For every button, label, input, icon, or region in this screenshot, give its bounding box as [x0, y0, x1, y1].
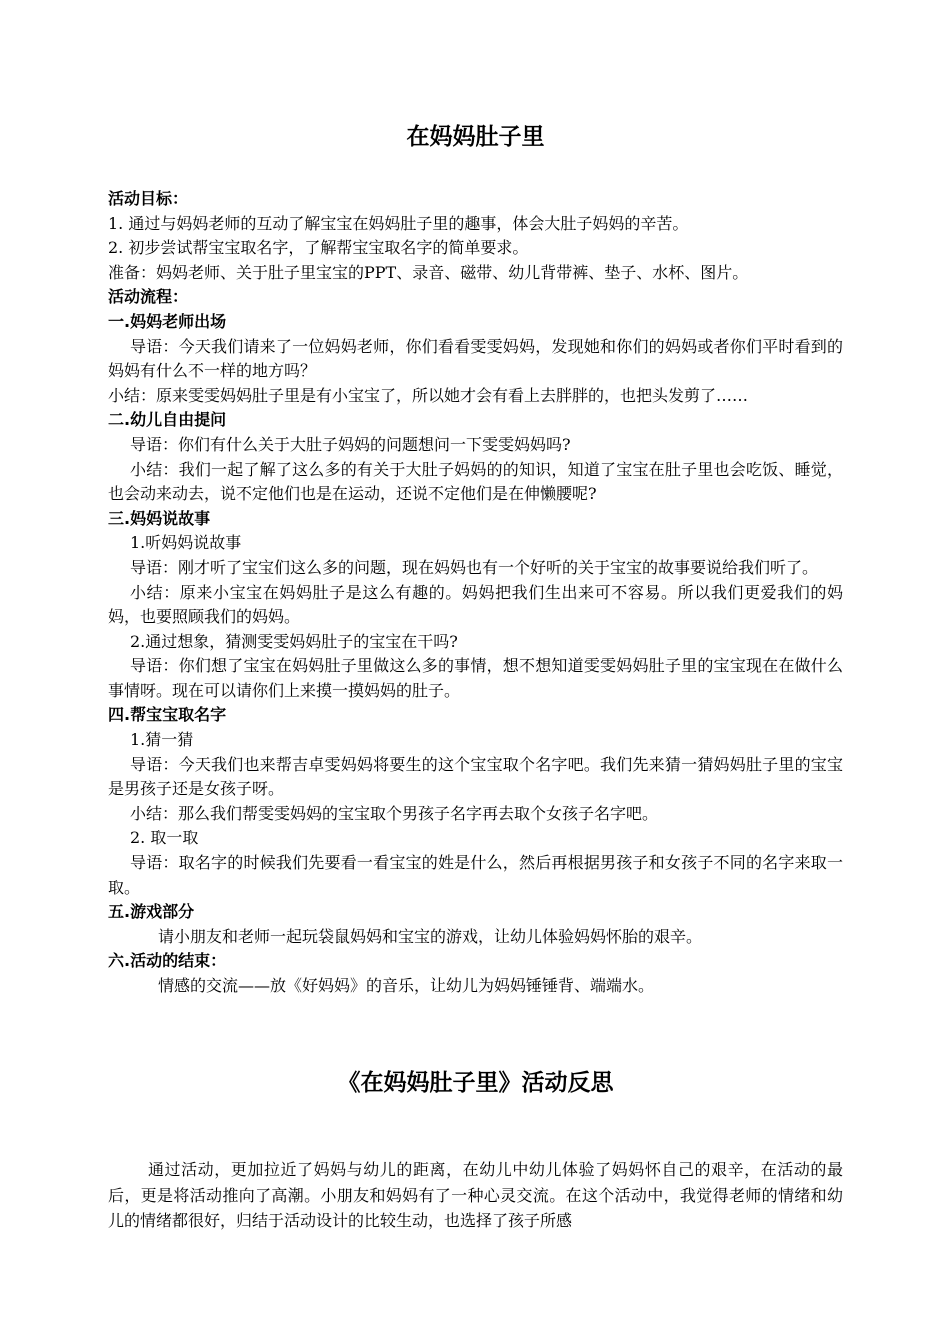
goal-1: 1. 通过与妈妈老师的互动了解宝宝在妈妈肚子里的趣事，体会大肚子妈妈的辛苦。 — [108, 213, 689, 233]
section-2-summary: 小结：我们一起了解了这么多的有关于大肚子妈妈的的知识，知道了宝宝在肚子里也会吃饭、睡觉，也会动来动去，说不定他们也是在运动，还说不定他们是在伸懒腰呢? — [108, 459, 843, 504]
process-heading: 活动流程： — [108, 287, 189, 307]
section-6-text: 情感的交流——放《好妈妈》的音乐，让幼儿为妈妈锤锤背、端端水。 — [158, 976, 655, 995]
section-4-sub-2: 2. 取一取 — [130, 828, 199, 848]
section-4-guide-1: 导语：今天我们也来帮吉卓雯妈妈将要生的这个宝宝取个名字吧。我们先来猜一猜妈妈肚子里的宝宝是男孩子还是女孩子呀。 — [108, 754, 843, 799]
section-4-summary-1: 小结：那么我们帮雯雯妈妈的宝宝取个男孩子名字再去取个女孩子名字吧。 — [130, 803, 659, 823]
preparation: 准备：妈妈老师、关于肚子里宝宝的PPT、录音、磁带、幼儿背带裤、垫子、水杯、图片。 — [108, 262, 749, 282]
section-3-summary-1: 小结：原来小宝宝在妈妈肚子是这么有趣的。妈妈把我们生出来可不容易。所以我们更爱我们的妈妈，也要照顾我们的妈妈。 — [108, 582, 843, 627]
reflection-body — [108, 1157, 843, 1234]
section-1-summary: 小结：原来雯雯妈妈肚子里是有小宝宝了，所以她才会有看上去胖胖的，也把头发剪了…… — [108, 385, 749, 405]
document-title: 在妈妈肚子里 — [406, 124, 545, 150]
lesson-plan-body — [108, 187, 843, 999]
section-4-sub-1: 1.猜一猜 — [130, 730, 194, 750]
section-4-guide-2: 导语：取名字的时候我们先要看一看宝宝的姓是什么，然后再根据男孩子和女孩子不同的名字来取一取。 — [108, 853, 843, 897]
section-5-heading: 五.游戏部分 — [108, 902, 195, 922]
goals-heading: 活动目标： — [108, 189, 189, 208]
section-4-heading: 四.帮宝宝取名字 — [108, 705, 227, 725]
section-3-sub-2: 2.通过想象，猜测雯雯妈妈肚子的宝宝在干吗? — [130, 631, 458, 651]
section-3-guide-2: 导语：你们想了宝宝在妈妈肚子里做这么多的事情，想不想知道雯雯妈妈肚子里的宝宝现在在做什么事情呀。现在可以请你们上来摸一摸妈妈的肚子。 — [108, 656, 843, 700]
section-1-guide: 导语：今天我们请来了一位妈妈老师，你们看看雯雯妈妈，发现她和你们的妈妈或者你们平时看到的妈妈有什么不一样的地方吗？ — [108, 336, 843, 381]
reflection-text: 通过活动，更加拉近了妈妈与幼儿的距离，在幼儿中幼儿体验了妈妈怀自己的艰辛，在活动的最后，更是将活动推向了高潮。小朋友和妈妈有了一种心灵交流。在这个活动中，我觉得老师的情绪和幼儿的情绪都很好，归结于活动设计的比较生动，也选择了孩子所感 — [108, 1160, 843, 1230]
section-6-heading: 六.活动的结束： — [108, 951, 227, 971]
section-2-heading: 二.幼儿自由提问 — [108, 410, 227, 430]
section-3-guide-1: 导语：刚才听了宝宝们这么多的问题，现在妈妈也有一个好听的关于宝宝的故事要说给我们听了。 — [130, 557, 819, 577]
section-5-text: 请小朋友和老师一起玩袋鼠妈妈和宝宝的游戏，让幼儿体验妈妈怀胎的艰辛。 — [158, 926, 703, 946]
section-2-guide: 导语：你们有什么关于大肚子妈妈的问题想问一下雯雯妈妈吗? — [130, 434, 571, 454]
goal-2: 2. 初步尝试帮宝宝取名字，了解帮宝宝取名字的简单要求。 — [108, 238, 529, 258]
reflection-title: 《在妈妈肚子里》活动反思 — [337, 1070, 614, 1096]
section-3-sub-1: 1.听妈妈说故事 — [130, 533, 242, 553]
section-3-heading: 三.妈妈说故事 — [108, 508, 211, 528]
section-1-heading: 一.妈妈老师出场 — [108, 311, 227, 331]
